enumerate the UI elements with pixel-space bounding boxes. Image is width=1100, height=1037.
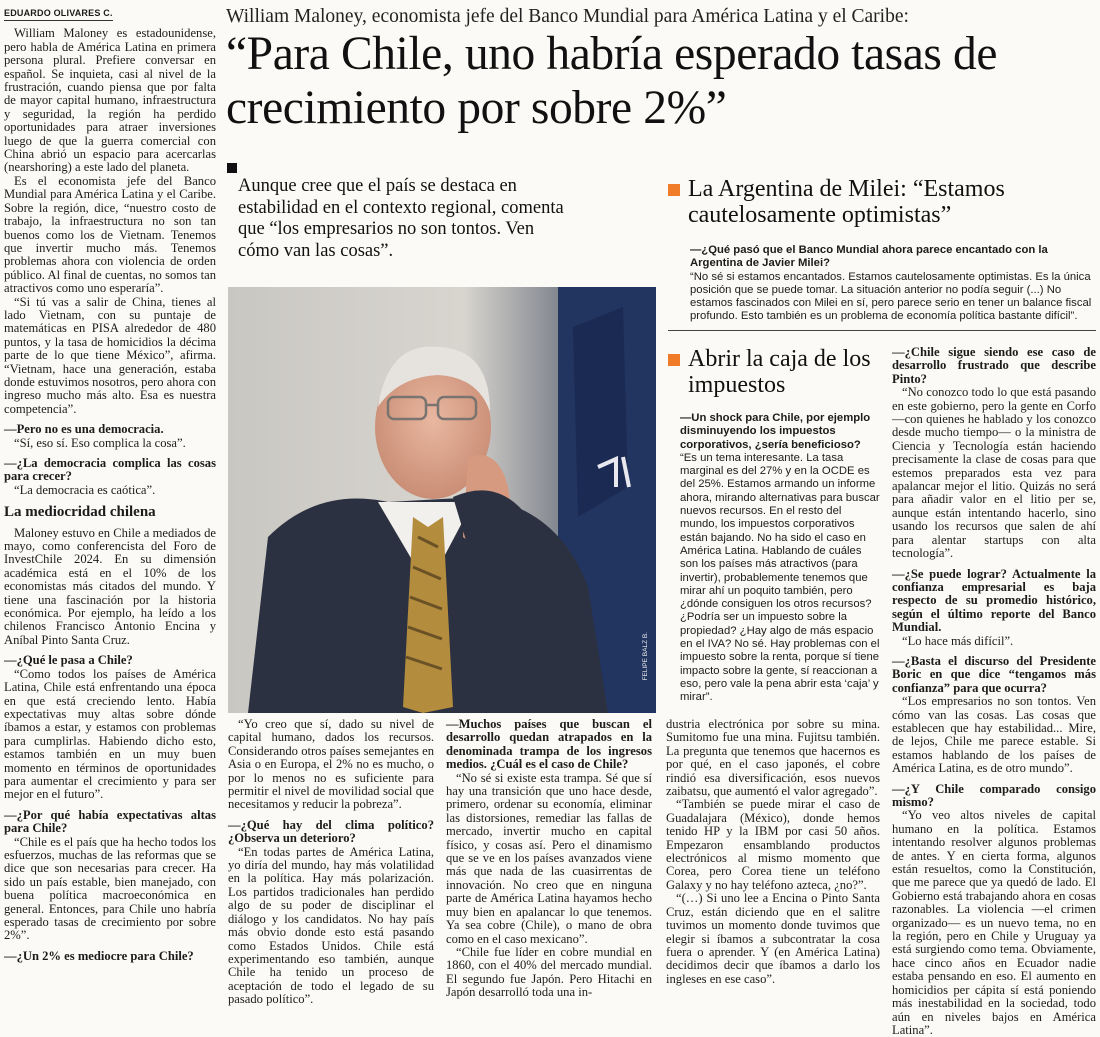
answer: “No sé si estamos encantados. Estamos cautelosamente optimistas. Es la única posición que se puede tomar. La situación anterior no podía seguir (...) No estamos fascinados con Milei en sí, pero parece serio en tener un balance fiscal profundo. Esto también es un problema de economía política bastante difícil”. bbox=[690, 270, 1092, 323]
argentina-body bbox=[690, 244, 1095, 326]
portrait-illustration bbox=[228, 287, 656, 713]
column-4 bbox=[666, 718, 880, 1004]
answer: “Chile es el país que ha hecho todos los esfuerzos, muchas de las reformas que se dice que son necesarias para crecer. Ha sido un país estable, bien manejado, con buena política macroeconómica en general. Entonces, para Chile uno habría esperado tasas de crecimiento por sobre 2%”. bbox=[4, 834, 216, 943]
section-subhead: La mediocridad chilena bbox=[4, 504, 156, 521]
paragraph: “Si tú vas a salir de China, tienes al lado Vietnam, con su puntaje de matemáticas en PISA alrededor de 480 puntos, y la tasa de homicidios la décima parte de lo que tiene México”, afirma. “Vietnam, hace una generación, estaba donde estuvimos nosotros, pero ahora con ingreso mucho más alto. Esa es nuestra competencia”. bbox=[4, 294, 216, 416]
question: —¿Qué le pasa a Chile? bbox=[4, 653, 133, 668]
answer: “Es un tema interesante. La tasa marginal es del 27% y en la OCDE es del 25%. Estamos armando un informe ahora, mirando alternativas para buscar nuevos recursos. En el resto del mundo, los impuestos corporativos están bajando. No ha sido el caso en América Latina. Hablando de cuáles son los países más atractivos (para invertir), probablemente tenemos que mirar ahí un poquito también, pero ¿dónde consiguen los otros recursos? ¿Podría ser un impuesto sobre la propiedad? ¿Hay algo de más espacio en el IVA? No sé. Hay problemas con el impuesto sobre la renta, porque sí tiene impacto sobre la gente, sí reaccionan a eso, pero vale la pena abrir esta ‘caja’ y mirar”. bbox=[680, 451, 880, 704]
question: —Un shock para Chile, por ejemplo disminuyendo los impuestos corporativos, ¿sería beneficioso? bbox=[680, 412, 871, 451]
column-1 bbox=[4, 6, 216, 1006]
question: —¿Y Chile comparado consigo mismo? bbox=[892, 781, 1096, 809]
question: —Pero no es una democracia. bbox=[4, 422, 164, 437]
question: —¿Qué hay del clima político? ¿Observa un deterioro? bbox=[228, 817, 434, 846]
question: —¿Un 2% es mediocre para Chile? bbox=[4, 948, 194, 963]
answer: “En todas partes de América Latina, yo diría del mundo, hay más volatilidad en la política. Hay más polarización. Los partidos tradicionales han perdido algo de su poder de disciplinar el diálogo y los candidatos. No hay país más obvio donde esto está pasando como Estados Unidos. Chile está experimentando eso también, aunque Chile ha tenido un proceso de aceptación de todo el legado de su pasado político”. bbox=[228, 844, 434, 1007]
headline: “Para Chile, uno habría esperado tasas de crecimiento por sobre 2%” bbox=[226, 28, 998, 134]
question: —¿Por qué había expectativas altas para Chile? bbox=[4, 807, 216, 836]
question: —¿Se puede lograr? Actualmente la confianza empresarial es baja respecto de su promedio histórico, según el último reporte del Banco Mundial. bbox=[892, 566, 1096, 635]
answer: “La democracia es caótica”. bbox=[14, 482, 156, 497]
answer: “Yo veo altos niveles de capital humano en la política. Estamos intentando resolver algunos problemas de antes. Y en cierta forma, algunos están resueltos, como la Constitución, que me parece que ya quedó de lado. El Gobierno está trabajando ahora en cosas razonables. La violencia —el crimen organizado— es un nuevo tema, no en la región, pero en Chile y Uruguay ya está surgiendo como tema. Obviamente, hace cinco años en Ecuador nadie estaba pensando en eso. El aumento en homicidios per cápita sí está poniendo más inestabilidad en la sociedad, todo aún en niveles bajos en América Latina”. bbox=[892, 808, 1096, 1037]
answer: “También se puede mirar el caso de Guadalajara (México), donde hemos tenido HP y la IBM por casi 50 años. Empezaron ensamblando productos electrónicos al mismo momento que Corea, pero Corea tiene un teléfono Galaxy y no hay teléfono azteca, ¿no?”. bbox=[666, 797, 880, 892]
answer: “Lo hace más difícil”. bbox=[902, 633, 1014, 648]
paragraph: Es el economista jefe del Banco Mundial para América Latina y el Caribe. Sobre la región, dice, “nuestro costo de trabajo, la infraestructura no son tan buenos como los de Vietnam. Tenemos que invertir mucho más. Tenemos problemas ahora con violencia de orden público. Al final de cuentas, no somos tan atractivos como uno esperaría”. bbox=[4, 173, 216, 296]
portrait-photo bbox=[228, 287, 656, 713]
section-marker-icon bbox=[668, 354, 680, 366]
column-3 bbox=[446, 718, 652, 1004]
answer: dustria electrónica por sobre su mina. Sumitomo fue una mina. Fujitsu también. La pregunta que tenemos que hacernos es por qué, en el caso japonés, el cobre rindió esa diversificación, esos nuevos zaibatsu, que aumentó el valor agregado”. bbox=[666, 717, 880, 799]
deck: Aunque cree que el país se destaca en estabilidad en el contexto regional, comenta que “los empresarios no son tontos. Ven cómo van las cosas”. bbox=[238, 176, 564, 261]
question: —¿Qué pasó que el Banco Mundial ahora parece encantado con la Argentina de Javier Milei? bbox=[690, 244, 1048, 270]
answer: “No sé si existe esta trampa. Sé que sí hay una transición que uno hace desde, primero, ordenar su economía, eliminar las distorsiones, remediar las fallas de mercado, invertir mucho en capital físico, y cosas así. Pero el dinamismo que se ve en los países avanzados viene más que nada de las cuasirrentas de innovación. No creo que en ninguna parte de América Latina hayamos hecho muy bien en apalancar lo que tenemos. Ya sea cobre (Chile), o mano de obra como en el caso mexicano”. bbox=[446, 770, 652, 946]
photo-credit: FELIPE BALZ B. bbox=[642, 632, 649, 681]
deck-bullet-icon bbox=[227, 163, 237, 173]
kicker: William Maloney, economista jefe del Banco Mundial para América Latina y el Caribe: bbox=[226, 6, 909, 27]
column-2 bbox=[228, 717, 434, 1007]
answer: “Yo creo que sí, dado su nivel de capital humano, dados los recursos. Considerando otros países semejantes en Asia o en Europa, el 2% no es mucho, o por lo menos no es suficiente para permitir el nivel de movilidad social que necesitamos y reducir la pobreza”. bbox=[228, 717, 434, 812]
answer: “Chile fue líder en cobre mundial en 1860, con el 40% del mercado mundial. El segundo fue Japón. Pero Hitachi en Japón desarrolló toda una in- bbox=[446, 944, 652, 1000]
impuestos-body bbox=[680, 412, 880, 702]
answer: “(…) Si uno lee a Encina o Pinto Santa Cruz, están diciendo que en el salitre tuvimos un momento donde tuvimos que elegir si íbamos a subcontratar la cosa fuera o aprender. Y (en América Latina) decidimos decir que íbamos a darlo los ingleses en ese caso”. bbox=[666, 891, 880, 986]
question: —¿Basta el discurso del Presidente Boric en que dice “tengamos más confianza” para que ocurra? bbox=[892, 653, 1096, 695]
question: —Muchos países que buscan el desarrollo quedan atrapados en la denominada trampa de los ingresos medios. ¿Cuál es el caso de Chile? bbox=[446, 717, 652, 772]
question: —¿Chile sigue siendo ese caso de desarrollo frustrado que describe Pinto? bbox=[892, 345, 1096, 386]
answer: “Como todos los países de América Latina, Chile está enfrentando una época en que está creciendo lento. Había expectativas muy altas sobre dónde íbamos a estar, y estamos con problemas para cumplirlas. Habiendo dicho esto, estamos también en un muy buen momento en términos de oportunidades para aumentar el crecimiento y para ser mejor en el futuro”. bbox=[4, 666, 216, 802]
byline: EDUARDO OLIVARES C. bbox=[4, 7, 113, 21]
paragraph: Maloney estuvo en Chile a mediados de mayo, como conferencista del Foro de InvestChile 2024. En su dimensión académica está en el 10% de los economistas más citados del mundo. Y tiene una fascinación por la historia económica. Por ejemplo, ha leído a los chilenos Francisco Antonio Encina y Aníbal Pinto Santa Cruz. bbox=[4, 525, 216, 647]
divider bbox=[668, 330, 1096, 331]
answer: “No conozco todo lo que está pasando en este gobierno, pero la gente en Corfo —con quienes he hablado y los conozco desde mucho tiempo— o la ministra de Ciencia y Tecnología están haciendo precisamente la clase de cosas para que estemos preparados esta vez para apalancar mejor el litio. Quizás no será para añadir valor en el litio per se, aunque están intentando hacerlo, sino usando los recursos que salen de ahí para alentar startups con alta tecnología”. bbox=[892, 385, 1096, 561]
impuestos-title: Abrir la caja de los impuestos bbox=[688, 346, 871, 398]
intro-paragraph: William Maloney es estadounidense, pero habla de América Latina en primera persona plural. Prefiere conversar en español. Se inquieta, casi al nivel de la frustración, cuando piensa que por falta de mayor capital humano, infraestructura y seguridad, la región ha perdido oportunidades para atraer inversiones luego de que la guerra comercial con China abrió un espacio para acercarlas (nearshoring) a este lado del planeta. bbox=[4, 26, 216, 175]
answer: “Sí, eso sí. Eso complica la cosa”. bbox=[14, 435, 186, 450]
argentina-title: La Argentina de Milei: “Estamos cautelosamente optimistas” bbox=[688, 176, 1005, 228]
column-6 bbox=[892, 345, 1096, 1037]
question: —¿La democracia complica las cosas para crecer? bbox=[4, 456, 216, 484]
answer: “Los empresarios no son tontos. Ven cómo van las cosas. Las cosas que establecen que hay estabilidad... Mire, de lejos, Chile me parece estable. Si estamos hablando de los países de América Latina, es de otro mundo”. bbox=[892, 694, 1096, 776]
section-marker-icon bbox=[668, 184, 680, 196]
